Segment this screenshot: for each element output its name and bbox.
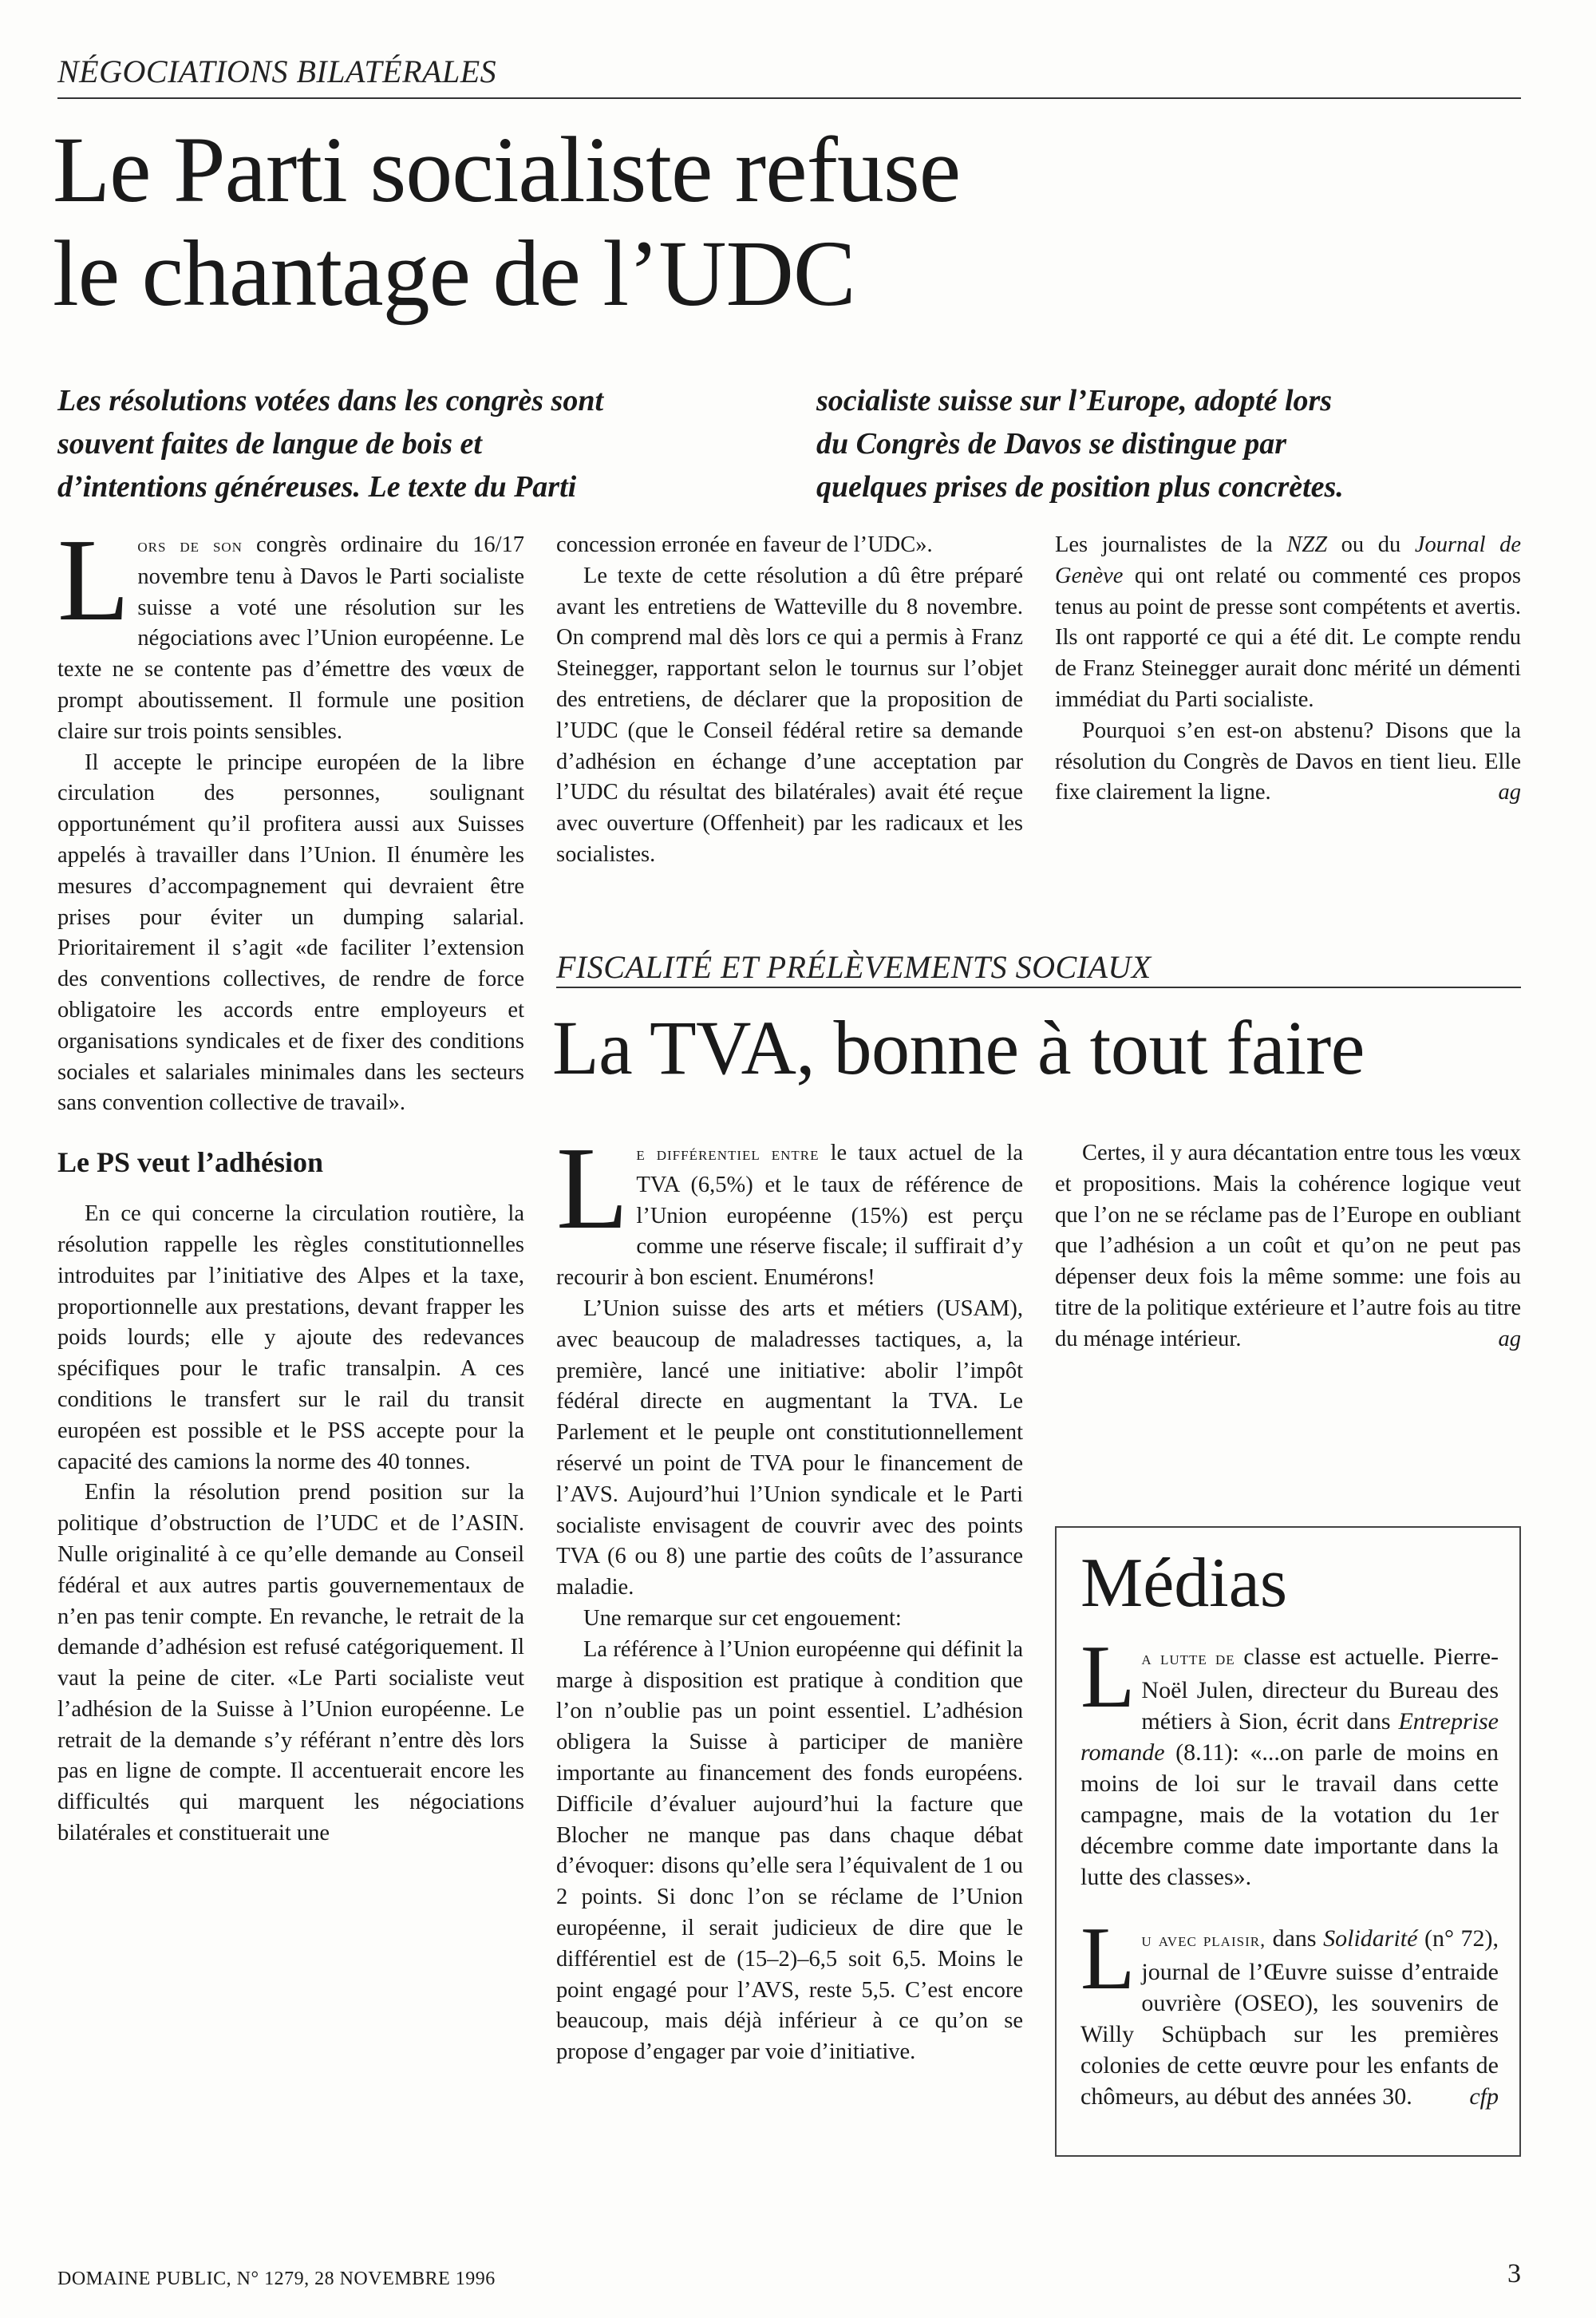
lead-smallcaps: u avec plaisir, — [1141, 1930, 1266, 1951]
section-rule — [57, 97, 1521, 99]
article-column-1 — [57, 515, 524, 1849]
lede-line: souvent faites de langue de bois et — [57, 427, 482, 461]
drop-cap: L — [1080, 1628, 1136, 1727]
lede-line: socialiste suisse sur l’Europe, adopté lors — [816, 384, 1333, 417]
article-paragraph — [556, 1123, 1023, 1294]
paragraph-text: (n° 72), journal de l’Œuvre suisse d’entraide ouvrière (OSEO), les souvenirs de Willy Schüpbach sur les premières colonies de cette œuvre pour les enfants de chômeurs, au début des années 30. — [1080, 1925, 1499, 2110]
article-paragraph: Une remarque sur cet engouement: — [583, 1605, 902, 1631]
publication-name: Journal de Genève — [1055, 532, 1522, 588]
article-paragraph — [1055, 716, 1521, 809]
section-kicker: NÉGOCIATIONS BILATÉRALES — [57, 53, 497, 89]
lede-line: Les résolutions votées dans les congrès sont — [57, 384, 604, 417]
tva-column-2 — [1055, 1138, 1521, 1355]
article-paragraph — [1055, 530, 1521, 716]
publication-name: Solidarité — [1323, 1925, 1418, 1952]
headline-line-2: le chantage de l’UDC — [53, 221, 855, 326]
article-column-3 — [1055, 530, 1521, 809]
article-paragraph: Enfin la résolution prend position sur la politique d’obstruction de l’UDC et de l’ASIN. Nulle originalité à ce qu’elle demande au Conseil fédéral et aux autres partis gouvernementaux de n’en pas tenir compte. En revanche, le retrait de la demande d’adhésion est refusé catégoriquement. Il vaut la peine de citer. «Le Parti socialiste veut l’adhésion de la Suisse à l’Union européenne. Le retrait de la demande s’y référant n’entre dès lors pas en ligne de compte. Il accentuerait encore les difficultés qui marquent les négociations bilatérales et constituerait une — [57, 1480, 524, 1846]
article-paragraph: Le texte de cette résolution a dû être préparé avant les entretiens de Watteville du 8 novembre. On comprend mal dès lors ce qui a permis à Franz Steinegger, rapportant selon le tournus sur l’objet des entretiens, de déclarer que la proposition de l’UDC (que le Conseil fédéral retire sa demande d’adhésion en échange d’une acceptation par l’UDC du résultat des bilatérales) avait été reçue avec ouverture (Offenheit) par les radicaux et les socialistes. — [556, 563, 1023, 867]
main-headline — [53, 118, 1090, 326]
paragraph-text: qui ont relaté ou commenté ces propos tenus au point de presse sont compétents et avertis. Ils ont rapporté ce qui a été dit. Le compte rendu de Franz Steinegger aurait donc mérité un démenti immédiat du Parti socialiste. — [1055, 563, 1521, 712]
author-signature: ag — [1498, 780, 1521, 805]
publication-name: NZZ — [1286, 532, 1328, 557]
medias-box — [1055, 1526, 1521, 2157]
drop-cap: L — [57, 515, 130, 646]
drop-cap: L — [1080, 1909, 1136, 2008]
article-paragraph: Il accepte le principe européen de la libre circulation des personnes, soulignant opportunément qu’il profitera aussi aux Suisses appelés à travailler dans l’Union. Il énumère les mesures d’accompagnement qui devraient être prises pour éviter un dumping salarial. Prioritairement il s’agit «de faciliter l’extension des conventions collectives, de rendre de force obligatoire les accords entre employeurs et organisations syndicales et de fixer des conditions sociales et salariales minimales dans les secteurs sans convention collective de travail». — [57, 750, 524, 1116]
lede-line: du Congrès de Davos se distingue par — [816, 427, 1287, 461]
page-number: 3 — [1507, 2259, 1521, 2288]
paragraph-text: Certes, il y aura décantation entre tous les vœux et propositions. Mais la cohérence logique veut que l’on ne se réclame pas de l’Europe en oubliant que l’adhésion a un coût et qu’on ne peut pas dépenser deux fois la même somme: une fois au titre de la politique extérieure et l’autre fois au titre du ménage intérieur. — [1055, 1141, 1521, 1351]
lede-line: quelques prises de position plus concrètes. — [816, 470, 1344, 504]
drop-cap: L — [556, 1123, 629, 1254]
paragraph-text: Pourquoi s’en est-on abstenu? Disons que la résolution du Congrès de Davos en tient lieu. Elle fixe clairement la ligne. — [1055, 718, 1521, 805]
section-rule-tva — [556, 987, 1521, 988]
lead-smallcaps: a lutte de — [1141, 1648, 1235, 1669]
section-kicker-tva: FISCALITÉ ET PRÉLÈVEMENTS SOCIAUX — [556, 949, 1152, 985]
lead-smallcaps: ors de son — [137, 536, 243, 556]
article-paragraph: concession erronée en faveur de l’UDC». — [556, 532, 933, 557]
article-paragraph: En ce qui concerne la circulation routière, la résolution rappelle les règles constitutionnelles introduites par l’initiative des Alpes et la taxe, proportionnelle aux prestations, devant frapper les poids lourds; elle y ajoute des redevances spécifiques pour le trafic transalpin. A ces conditions le transfert sur le rail du transit européen est possible et le PSS accepte pour la capacité des camions la norme des 40 tonnes. — [57, 1201, 524, 1474]
lede-line: d’intentions généreuses. Le texte du Parti — [57, 470, 577, 504]
medias-item — [1080, 1909, 1499, 2112]
medias-title: Médias — [1080, 1545, 1288, 1622]
tva-headline: La TVA, bonne à tout faire — [552, 1005, 1365, 1090]
lead-smallcaps: e différentiel entre — [636, 1144, 820, 1165]
article-column-2 — [556, 530, 1023, 871]
publication-name: Entreprise romande — [1080, 1708, 1499, 1766]
article-paragraph: L’Union suisse des arts et métiers (USAM), avec beaucoup de maladresses tactiques, a, la première, lancé une initiative: abolir l’impôt fédéral directe en augmentant la TVA. Le Parlement et le peuple ont constitutionnellement réservé un point de TVA pour le financement de l’AVS. Aujourd’hui l’Union syndicale et le Parti socialiste envisagent de couvrir avec des points TVA (6 ou 8) une partie des coûts de l’assurance maladie. — [556, 1295, 1023, 1600]
tva-column-1 — [556, 1123, 1023, 2068]
headline-line-1: Le Parti socialiste refuse — [53, 117, 961, 222]
article-paragraph: La référence à l’Union européenne qui définit la marge à disposition est pratique à condition que l’on n’oublie pas un point essentiel. L’adhésion obligera la Suisse à participer de manière importante au financement des fonds européens. Difficile d’évaluer aujourd’hui la facture que Blocher ne manque pas dans chaque débat d’évoquer: disons qu’elle sera l’équivalent de 1 ou 2 points. Si donc l’on se réclame de l’Union européenne, il serait judicieux de dire que le différentiel est de (15–2)–6,5 soit 6,5. Moins le point engagé pour l’AVS, reste 5,5. C’est encore beaucoup, mais déjà inférieur à ce qu’on se propose d’engager par voie d’initiative. — [556, 1636, 1023, 2065]
paragraph-text: ou du — [1327, 532, 1415, 557]
paragraph-text: (8.11): «...on parle de moins en moins de loi sur le travail dans cette campagne, mais de la votation du 1er décembre comme date importante dans la lutte des classes». — [1080, 1739, 1499, 1890]
paragraph-text: Les journalistes de la — [1055, 532, 1287, 557]
lede-left — [57, 379, 792, 508]
lede-right — [816, 379, 1519, 508]
footer-publication: DOMAINE PUBLIC, N° 1279, 28 NOVEMBRE 1996 — [57, 2269, 496, 2289]
article-subhead: Le PS veut l’adhésion — [57, 1146, 324, 1179]
medias-item — [1080, 1628, 1499, 1893]
paragraph-text: classe est actuelle. Pierre-Noël Julen, directeur du Bureau des métiers à Sion, écrit dans — [1141, 1644, 1499, 1735]
article-paragraph — [1055, 1138, 1521, 1355]
paragraph-text: congrès ordinaire du 16/17 novembre tenu à Davos le Parti socialiste suisse a voté une résolution sur les négociations avec l’Union européenne. Le texte ne se contente pas d’émettre des vœux de prompt aboutissement. Il formule une position claire sur trois points sensibles. — [57, 532, 524, 744]
author-signature: ag — [1498, 1326, 1521, 1351]
paragraph-text: dans — [1266, 1925, 1324, 1952]
article-paragraph — [57, 515, 524, 748]
author-signature: cfp — [1469, 2083, 1499, 2110]
paragraph-text: le taux actuel de la TVA (6,5%) et le taux de référence de l’Union européenne (15%) est perçu comme une réserve fiscale; il suffirait d’y recourir à bon escient. Enumérons! — [556, 1141, 1023, 1291]
